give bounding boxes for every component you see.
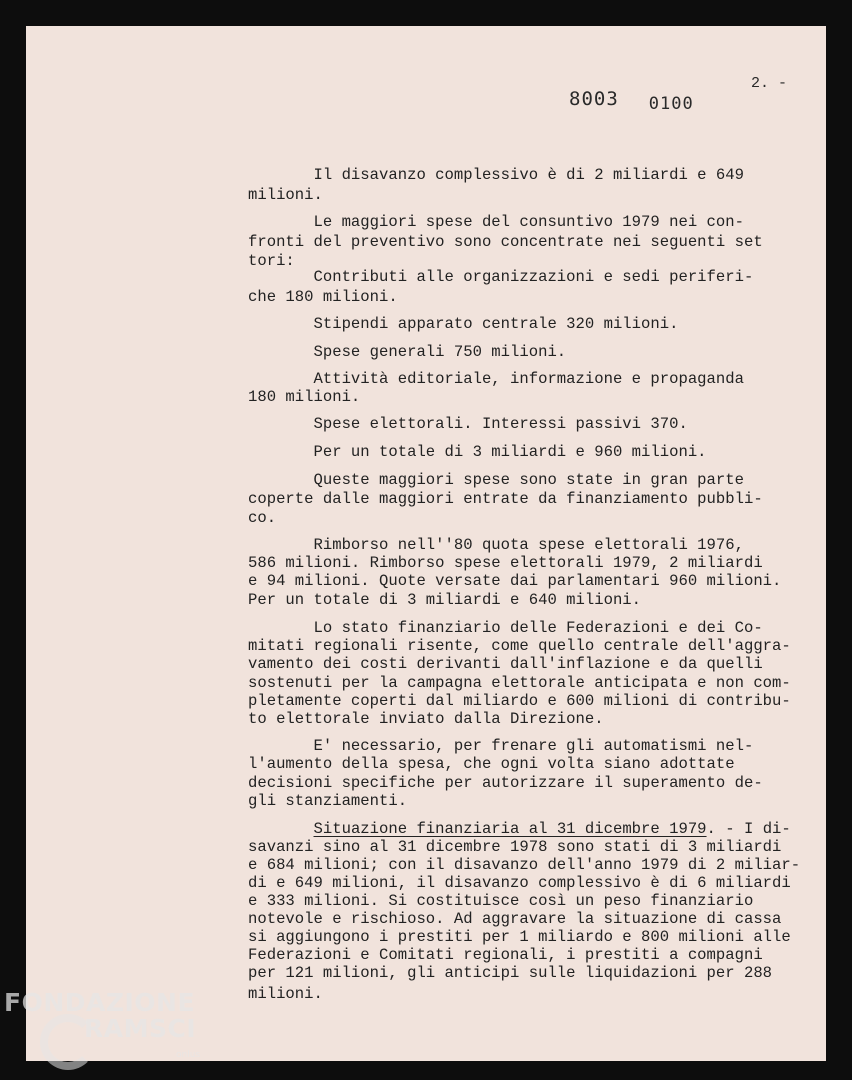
body-line: Spese elettorali. Interessi passivi 370. [248,415,688,433]
body-line: 180 milioni. [248,388,361,406]
logo-subtitle: onlus [176,1050,201,1060]
body-line: mitati regionali risente, come quello centrale dell'aggra- [248,637,791,655]
body-line: Contributi alle organizzazioni e sedi periferi- [248,268,754,286]
section-line: di e 649 milioni, il disavanzo complessivo è di 6 miliardi [248,874,791,892]
section-line: Federazioni e Comitati regionali, i prestiti a compagni [248,946,763,964]
body-line: Rimborso nell''80 quota spese elettorali 1976, [248,536,744,554]
body-line: co. [248,509,277,527]
section-line: notevole e rischioso. Ad aggravare la situazione di cassa [248,910,782,928]
body-line: fronti del preventivo sono concentrate nei seguenti set [248,233,763,251]
body-line: l'aumento della spesa, che ogni volta siano adottate [248,755,735,773]
body-line: to elettorale inviato dalla Direzione. [248,710,604,728]
body-line: Lo stato finanziario delle Federazioni e dei Co- [248,619,763,637]
body-line: vamento dei costi derivanti dall'inflazione e da quelli [248,655,763,673]
section-line: savanzi sino al 31 dicembre 1978 sono stati di 3 miliardi [248,838,782,856]
body-line: Attività editoriale, informazione e propaganda [248,370,744,388]
body-line: milioni. [248,186,323,204]
archive-number [569,88,694,114]
body-line: Il disavanzo complessivo è di 2 miliardi e 649 [248,166,744,184]
body-line: sostenuti per la campagna elettorale anticipata e non com- [248,674,791,692]
body-line: e 94 milioni. Quote versate dai parlamentari 960 milioni. [248,572,782,590]
body-line: tori: [248,252,295,270]
section-heading-line: Situazione finanziaria al 31 dicembre 1979. - I di- [313,820,791,838]
body-line: Le maggiori spese del consuntivo 1979 nei con- [248,213,744,231]
body-line: Spese generali 750 milioni. [248,343,567,361]
body-line: che 180 milioni. [248,288,398,306]
fondazione-gramsci-logo [4,988,201,1060]
section-line: si aggiungono i prestiti per 1 miliardo e 800 milioni alle [248,928,791,946]
body-line: gli stanziamenti. [248,792,408,810]
body-line: coperte dalle maggiori entrate da finanziamento pubbli- [248,490,763,508]
archive-number-a: 8003 [569,88,619,110]
body-line: Stipendi apparato centrale 320 milioni. [248,315,679,333]
section-heading: Situazione finanziaria al 31 dicembre 1979 [313,820,707,838]
archive-number-b: 0100 [648,94,694,114]
body-line: pletamente coperti dal miliardo e 600 milioni di contribu- [248,692,791,710]
logo-line2: RAMSCI [84,1014,197,1043]
body-line: E' necessario, per frenare gli automatismi nel- [248,737,754,755]
body-line: 586 milioni. Rimborso spese elettorali 1979, 2 miliardi [248,554,763,572]
page-number: 2. - [751,75,788,92]
logo-line1: FONDAZIONE [4,988,196,1017]
section-line: per 121 milioni, gli anticipi sulle liquidazioni per 288 [248,964,773,982]
body-line: Per un totale di 3 miliardi e 960 milioni. [248,443,707,461]
section-line: e 684 milioni; con il disavanzo dell'anno 1979 di 2 miliar- [248,856,801,874]
section-line: e 333 milioni. Si costituisce così un peso finanziario [248,892,754,910]
body-line: Per un totale di 3 miliardi e 640 milioni. [248,591,642,609]
body-line: Queste maggiori spese sono state in gran parte [248,471,744,489]
body-line: decisioni specifiche per autorizzare il superamento de- [248,774,763,792]
section-line: milioni. [248,985,323,1003]
